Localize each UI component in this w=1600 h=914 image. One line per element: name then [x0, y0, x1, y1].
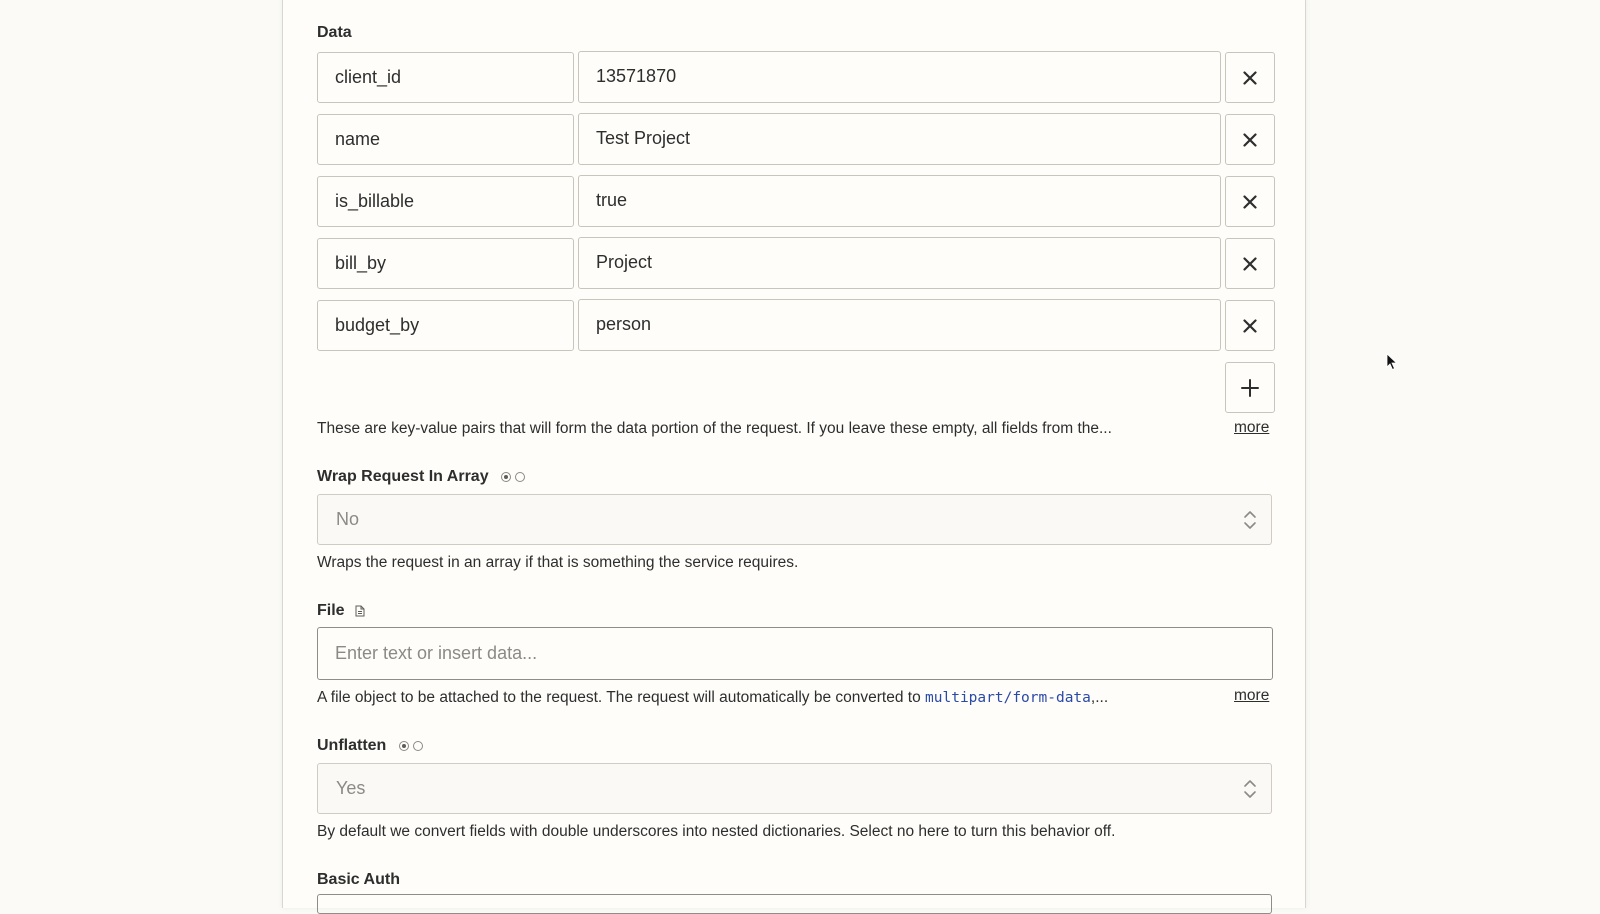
wrap-request-selected-value: No: [336, 509, 360, 529]
data-value-text: Test Project: [596, 127, 691, 148]
file-label: File: [317, 602, 345, 619]
chevron-up-down-icon: [1243, 509, 1257, 531]
form-panel: [282, 0, 1306, 908]
remove-row-button[interactable]: [1225, 238, 1275, 289]
data-key-input[interactable]: [317, 52, 574, 103]
close-icon: [1243, 71, 1257, 85]
data-value-input[interactable]: [578, 113, 1221, 165]
wrap-request-label: Wrap Request In Array: [317, 468, 489, 485]
close-icon: [1243, 195, 1257, 209]
remove-row-button[interactable]: [1225, 52, 1275, 103]
remove-row-button[interactable]: [1225, 300, 1275, 351]
unflatten-select[interactable]: [317, 763, 1272, 814]
unflatten-field-label: [317, 737, 423, 755]
file-input[interactable]: [317, 627, 1273, 680]
data-key-text: bill_by: [335, 253, 387, 273]
file-help-text: [317, 689, 1108, 707]
radio-empty-icon: [515, 472, 525, 482]
radio-filled-icon: [399, 741, 409, 751]
remove-row-button[interactable]: [1225, 114, 1275, 165]
basic-auth-input[interactable]: [317, 894, 1272, 914]
file-more-link[interactable]: more: [1234, 687, 1270, 704]
mouse-pointer-icon: [1386, 353, 1398, 371]
data-key-text: client_id: [335, 67, 402, 87]
add-row-button[interactable]: [1225, 362, 1275, 413]
file-help-before: A file object to be attached to the request. The request will automatically be converted to: [317, 689, 926, 706]
data-value-input[interactable]: [578, 175, 1221, 227]
unflatten-help-text: By default we convert fields with double underscores into nested dictionaries. Select no here to turn this behavior off.: [317, 823, 1116, 840]
chevron-up-down-icon: [1243, 778, 1257, 800]
file-help-code: multipart/form-data: [925, 690, 1091, 706]
data-more-link[interactable]: more: [1234, 419, 1270, 436]
data-value-text: person: [596, 313, 652, 334]
document-icon: [355, 605, 365, 617]
data-value-input[interactable]: [578, 51, 1221, 103]
wrap-request-select[interactable]: [317, 494, 1272, 545]
data-key-input[interactable]: [317, 238, 574, 289]
close-icon: [1243, 133, 1257, 147]
field-type-indicator: [501, 472, 525, 482]
data-help-text: These are key-value pairs that will form the data portion of the request. If you leave these empty, all fields from the...: [317, 420, 1112, 437]
data-value-text: Project: [596, 251, 653, 272]
wrap-request-help-text: Wraps the request in an array if that is something the service requires.: [317, 554, 799, 571]
data-key-text: is_billable: [335, 191, 415, 211]
unflatten-selected-value: Yes: [336, 778, 366, 798]
radio-filled-icon: [501, 472, 511, 482]
data-label: Data: [317, 24, 352, 41]
data-key-input[interactable]: [317, 300, 574, 351]
remove-row-button[interactable]: [1225, 176, 1275, 227]
file-field-label: [317, 602, 365, 620]
file-help-after: ,...: [1090, 689, 1109, 706]
unflatten-label: Unflatten: [317, 737, 387, 754]
basic-auth-label: Basic Auth: [317, 871, 400, 888]
data-key-input[interactable]: [317, 176, 574, 227]
close-icon: [1243, 319, 1257, 333]
plus-icon: [1241, 379, 1259, 397]
data-key-text: name: [335, 129, 381, 149]
radio-empty-icon: [413, 741, 423, 751]
data-value-text: 13571870: [596, 65, 677, 86]
data-key-text: budget_by: [335, 315, 420, 335]
data-key-input[interactable]: [317, 114, 574, 165]
wrap-request-field-label: [317, 468, 525, 486]
data-value-input[interactable]: [578, 237, 1221, 289]
close-icon: [1243, 257, 1257, 271]
field-type-indicator: [399, 741, 423, 751]
data-value-input[interactable]: [578, 299, 1221, 351]
data-value-text: true: [596, 189, 628, 210]
